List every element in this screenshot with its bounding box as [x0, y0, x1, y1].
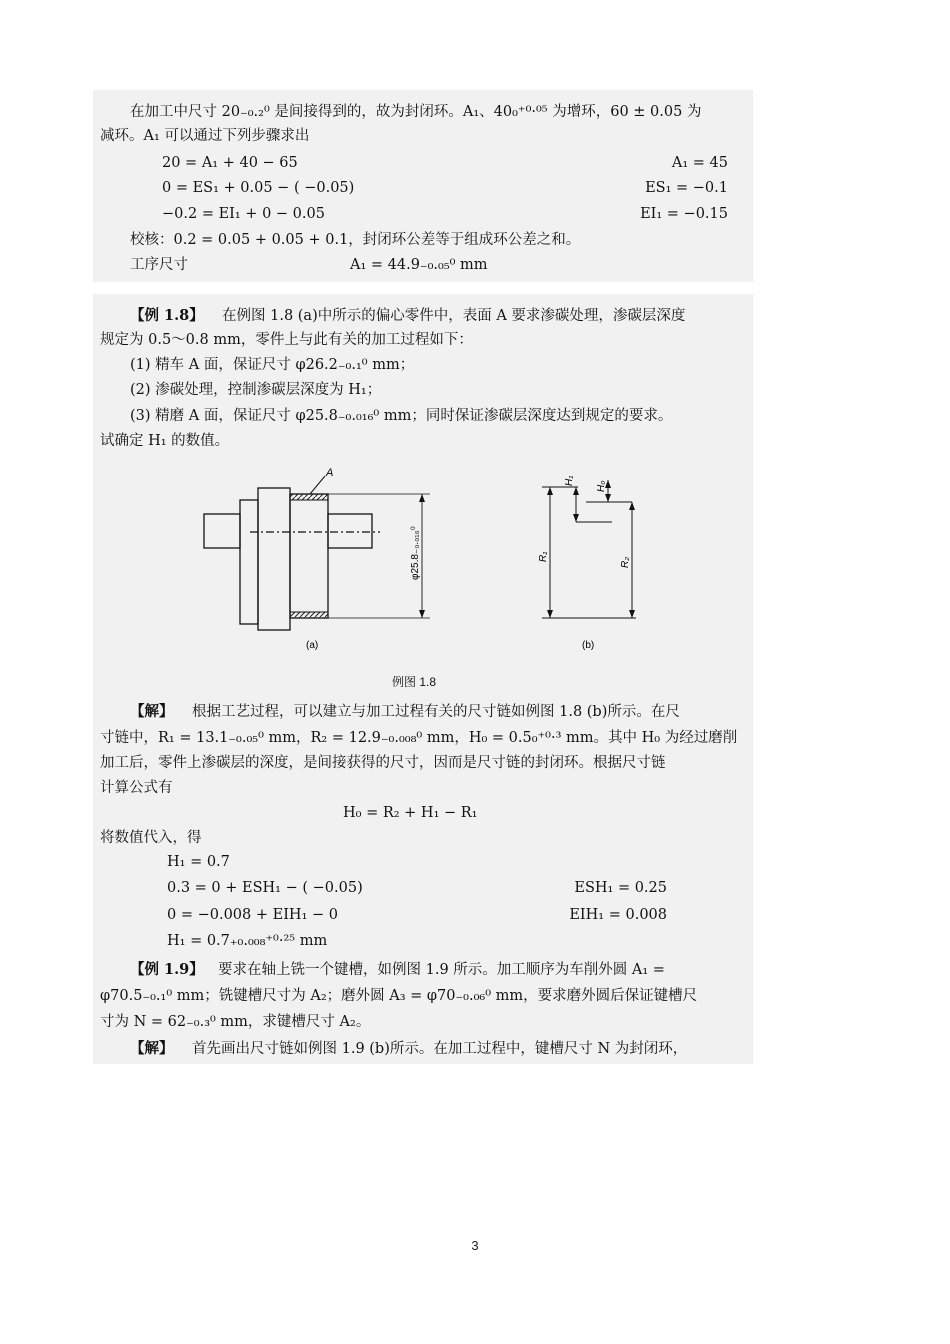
label-h1: H₁ — [564, 475, 575, 486]
paragraph-line: 在例图 1.8 (a)中所示的偏心零件中，表面 A 要求渗碳处理，渗碳层深度 — [222, 308, 686, 324]
figure-1-8 — [180, 462, 660, 662]
process-label: 工序尺寸 — [130, 257, 188, 273]
label-h0: H₀ — [596, 480, 607, 492]
paragraph-line: 计算公式有 — [100, 780, 173, 796]
paragraph-line: 试确定 H₁ 的数值。 — [100, 433, 230, 449]
carburized-layer-top — [290, 494, 328, 500]
surface-a-label: A — [326, 467, 334, 479]
process-value: A₁ = 44.9₋₀.₀₅⁰ mm — [350, 257, 488, 273]
page-number: 3 — [471, 1238, 479, 1253]
part-drawing-a — [204, 488, 380, 630]
paragraph-line: 寸为 N = 62₋₀.₃⁰ mm，求键槽尺寸 A₂。 — [100, 1014, 371, 1030]
paragraph-line: 规定为 0.5～0.8 mm，零件上与此有关的加工过程如下： — [100, 332, 473, 348]
formula: H₀ = R₂ + H₁ − R₁ — [343, 805, 478, 821]
equation-right: EI₁ = −0.15 — [640, 206, 728, 222]
diameter-label: φ25.8₋₀.₀₁₆⁰ — [410, 526, 421, 580]
equation-right: ESH₁ = 0.25 — [574, 880, 667, 896]
equation-right: ES₁ = −0.1 — [645, 180, 728, 196]
label-r2: R₂ — [620, 556, 631, 568]
equation-left: 0.3 = 0 + ESH₁ − ( −0.05) — [167, 880, 363, 896]
carburized-layer-bottom — [290, 612, 328, 618]
equation-left: −0.2 = EI₁ + 0 − 0.05 — [162, 206, 325, 222]
paragraph-line: φ70.5₋₀.₁⁰ mm；铣键槽尺寸为 A₂；磨外圆 A₃ = φ70₋₀.₀₆⁰ mm，要求磨外圆后保证键槽尺 — [100, 988, 698, 1004]
paragraph-line: 根据工艺过程，可以建立与加工过程有关的尺寸链如例图 1.8 (b)所示。在尺 — [192, 704, 680, 720]
equation-left: 0 = ES₁ + 0.05 − ( −0.05) — [162, 180, 355, 196]
process-step: (3) 精磨 A 面，保证尺寸 φ25.8₋₀.₀₁₆⁰ mm；同时保证渗碳层深度达到规定的要求。 — [130, 408, 673, 424]
process-step: (1) 精车 A 面，保证尺寸 φ26.2₋₀.₁⁰ mm； — [130, 357, 415, 373]
check-line: 校核：0.2 = 0.05 + 0.05 + 0.1，封闭环公差等于组成环公差之和。 — [130, 232, 581, 248]
paragraph-line: 将数值代入，得 — [100, 830, 202, 846]
paragraph-line: 寸链中，R₁ = 13.1₋₀.₀₅⁰ mm，R₂ = 12.9₋₀.₀₀₈⁰ mm，H₀ = 0.5₀⁺⁰·³ mm。其中 H₀ 为经过磨削 — [100, 730, 738, 746]
equation-left: H₁ = 0.7 — [167, 854, 230, 870]
label-r1: R₁ — [538, 551, 549, 562]
equation-right: A₁ = 45 — [671, 155, 728, 171]
dimension-chain-b — [542, 480, 636, 618]
subfigure-b-label: (b) — [582, 640, 595, 651]
solution-tag: 【解】 — [130, 703, 174, 720]
equation-right: EIH₁ = 0.008 — [569, 907, 667, 923]
paragraph-line: 要求在轴上铣一个键槽，如例图 1.9 所示。加工顺序为车削外圆 A₁ = — [218, 962, 665, 978]
equation-left: 0 = −0.008 + EIH₁ − 0 — [167, 907, 338, 923]
example-tag: 【例 1.8】 — [130, 307, 204, 324]
paragraph-line: 加工后，零件上渗碳层的深度，是间接获得的尺寸，因而是尺寸链的封闭环。根据尺寸链 — [100, 755, 666, 771]
figure-caption: 例图 1.8 — [392, 675, 437, 689]
equation-left: H₁ = 0.7₊₀.₀₀₈⁺⁰·²⁵ mm — [167, 933, 328, 949]
solution-tag: 【解】 — [130, 1040, 174, 1057]
example-tag: 【例 1.9】 — [130, 961, 204, 978]
paragraph-line: 首先画出尺寸链如例图 1.9 (b)所示。在加工过程中，键槽尺寸 N 为封闭环， — [192, 1041, 688, 1057]
paragraph-line: 在加工中尺寸 20₋₀.₂⁰ 是间接得到的，故为封闭环。A₁、40₀⁺⁰·⁰⁵ 为增环，60 ± 0.05 为 — [130, 104, 702, 120]
equation-left: 20 = A₁ + 40 − 65 — [162, 155, 298, 171]
process-step: (2) 渗碳处理，控制渗碳层深度为 H₁； — [130, 382, 382, 398]
paragraph-line: 减环。A₁ 可以通过下列步骤求出 — [100, 128, 310, 144]
subfigure-a-label: (a) — [306, 640, 319, 651]
